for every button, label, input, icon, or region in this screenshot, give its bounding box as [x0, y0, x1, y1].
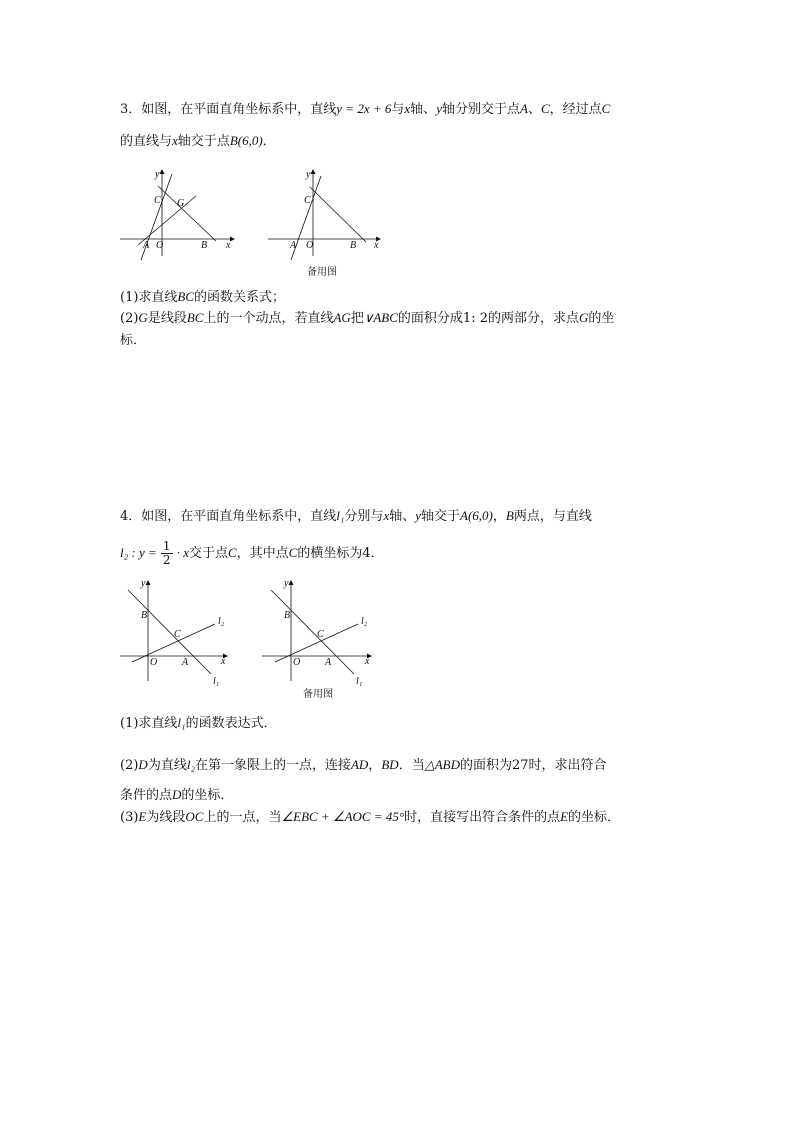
x-axis-arrow-icon — [230, 237, 235, 242]
q4-part-3: (3)E为线段OC上的一点，当∠EBC + ∠AOC = 45°时，直接写出符合条件的点E的坐标． — [120, 809, 621, 825]
line-cb — [158, 186, 216, 241]
label-l2: l₂ — [361, 616, 368, 627]
q3-part-2: (2)G是线段BC上的一个动点，若直线AG把∨ABC的面积分成1: 2的两部分，求点G的坐 — [120, 310, 615, 326]
label-x: x — [221, 656, 226, 667]
q4-part-1: (1)求直线l₁的函数表达式． — [120, 715, 277, 731]
label-g: G — [177, 198, 185, 209]
q3-equation: y = 2x + 6 — [336, 101, 392, 116]
label-y: y — [306, 169, 311, 180]
label-y: y — [141, 578, 146, 589]
q3-figure — [118, 166, 238, 260]
label-y: y — [155, 169, 160, 180]
line-l1 — [128, 590, 211, 674]
q3-line-1: 3．如图，在平面直角坐标系中，直线y = 2x + 6与x轴、y轴分别交于点A、C，经过点C — [120, 101, 611, 117]
y-axis-arrow-icon — [160, 169, 165, 174]
label-l2: l₂ — [218, 616, 225, 627]
label-c: C — [304, 195, 311, 206]
q4-spare-caption: 备用图 — [303, 689, 333, 700]
label-x: x — [374, 240, 379, 251]
label-b: B — [284, 610, 291, 621]
label-l1: l₁ — [213, 676, 220, 686]
label-x: x — [365, 656, 370, 667]
label-o: O — [156, 240, 164, 251]
y-axis-arrow-icon — [146, 580, 151, 585]
label-x: x — [226, 240, 231, 251]
q4-part-2-cont: 条件的点D的坐标． — [120, 787, 234, 803]
label-c: C — [317, 629, 324, 640]
label-c: C — [174, 629, 181, 640]
line-ag — [138, 196, 196, 245]
q4-spare-figure — [260, 576, 380, 686]
q3-spare-figure — [266, 166, 386, 260]
label-o: O — [150, 657, 158, 668]
label-o: O — [293, 657, 301, 668]
q4-line-l2-eq: l₂ : y = — [120, 545, 157, 560]
q3-part-2-cont: 标． — [120, 333, 147, 348]
label-o: O — [306, 240, 314, 251]
label-a: A — [182, 657, 189, 668]
y-axis-arrow-icon — [289, 580, 294, 585]
label-y: y — [284, 578, 289, 589]
q4-part-2: (2)D为直线l₂在第一象限上的一点，连接AD，BD．当△ABD的面积为27时，求出符合 — [120, 757, 607, 773]
q3-spare-caption: 备用图 — [307, 267, 337, 278]
label-a: A — [290, 240, 297, 251]
label-l1: l₁ — [356, 676, 363, 686]
label-c: C — [154, 195, 161, 206]
q4-fraction: $\frac{1}{2}$ — [162, 539, 171, 567]
label-a: A — [325, 657, 332, 668]
q3-line-2: 的直线与x轴交于点B(6,0)． — [120, 133, 276, 149]
q4-figure — [118, 576, 238, 686]
label-b: B — [350, 240, 357, 251]
label-b: B — [201, 240, 208, 251]
label-a: A — [143, 240, 150, 251]
y-axis-arrow-icon — [311, 169, 316, 174]
label-b: B — [141, 610, 148, 621]
line-cb — [310, 187, 366, 242]
line-l1 — [271, 590, 354, 674]
q4-line-1: 4．如图，在平面直角坐标系中，直线l₁分别与x轴、y轴交于A(6,0)，B两点，与直线 — [120, 508, 592, 524]
q3-point-b: B(6,0) — [229, 133, 263, 148]
q4-line-2: l₂ : y = $\frac{1}{2}$ · x交于点C，其中点C的横坐标为4． — [120, 539, 384, 567]
q3-part-1: (1)求直线BC的函数关系式； — [120, 289, 286, 305]
q4-point-a: A(6,0) — [460, 508, 493, 523]
